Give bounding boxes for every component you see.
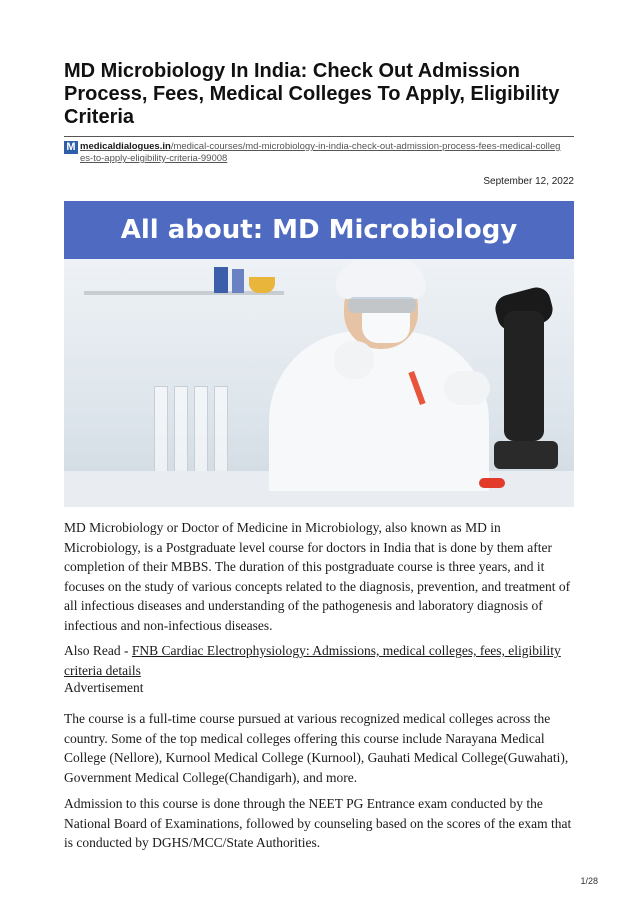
microscope-base (494, 441, 558, 469)
title-divider (64, 136, 574, 137)
glassware (174, 386, 188, 476)
paragraph-admission: Admission to this course is done through the NEET PG Entrance exam conducted by the National Board of Examinations, followed by counseling based on the scores of the exam that is conducted by DGHS/MCC/State Authorities. (64, 796, 572, 850)
source-row (64, 141, 564, 165)
site-logo-icon: M (64, 141, 78, 154)
goggles (348, 297, 416, 313)
hero-image (64, 201, 574, 507)
surgical-cap (336, 259, 426, 299)
glassware (194, 386, 208, 476)
source-domain: medicaldialogues.in (80, 141, 171, 152)
beaker (249, 277, 275, 293)
paragraph-intro: MD Microbiology or Doctor of Medicine in Microbiology, also known as MD in Microbiology, is a Postgraduate level course for doctors in India that is done by them after completion of their MBBS. The duration of this postgraduate course is three years, and it focuses on the study of various concepts related to the diagnosis, prevention, and treatment of all infectious diseases and understanding of the pathogenesis and laboratory diagnosis of infectious and non-infectious diseases. (64, 520, 571, 633)
petri-dish (479, 478, 505, 488)
hero-banner: All about: MD Microbiology (64, 201, 574, 259)
glassware (214, 386, 228, 476)
article-title: MD Microbiology In India: Check Out Admission Process, Fees, Medical Colleges To Apply, Eligibility Criteria (64, 60, 560, 128)
glove (444, 371, 490, 405)
binder (214, 267, 228, 293)
source-path: /medical-courses/md-microbiology-in-india-check-out-admission-process-fees-medical-colleges-to-apply-eligibility-criteria-99008 (80, 141, 561, 164)
also-read (64, 641, 574, 680)
source-link[interactable] (64, 141, 564, 165)
glove (334, 341, 374, 379)
microscope-body (504, 311, 544, 441)
page-number: 1/28 (580, 876, 598, 886)
face-mask (362, 313, 410, 343)
also-read-prefix: Also Read - (64, 643, 132, 658)
lab-coat (269, 331, 489, 491)
publish-date: September 12, 2022 (483, 176, 574, 187)
paragraph-colleges: The course is a full-time course pursued at various recognized medical colleges across the country. Some of the top medical colleges offering this course include Narayana Medical College (Nellore), Kurnool Medical College (Kurnool), Gauhati Medical College(Guwahati), Government Medical College(Chandigarh), and more. (64, 711, 569, 785)
glassware (154, 386, 168, 476)
also-read-link[interactable]: FNB Cardiac Electrophysiology: Admissions, medical colleges, fees, eligibility criteria details (64, 643, 561, 678)
advertisement-label: Advertisement (64, 680, 144, 695)
binder (232, 269, 244, 293)
